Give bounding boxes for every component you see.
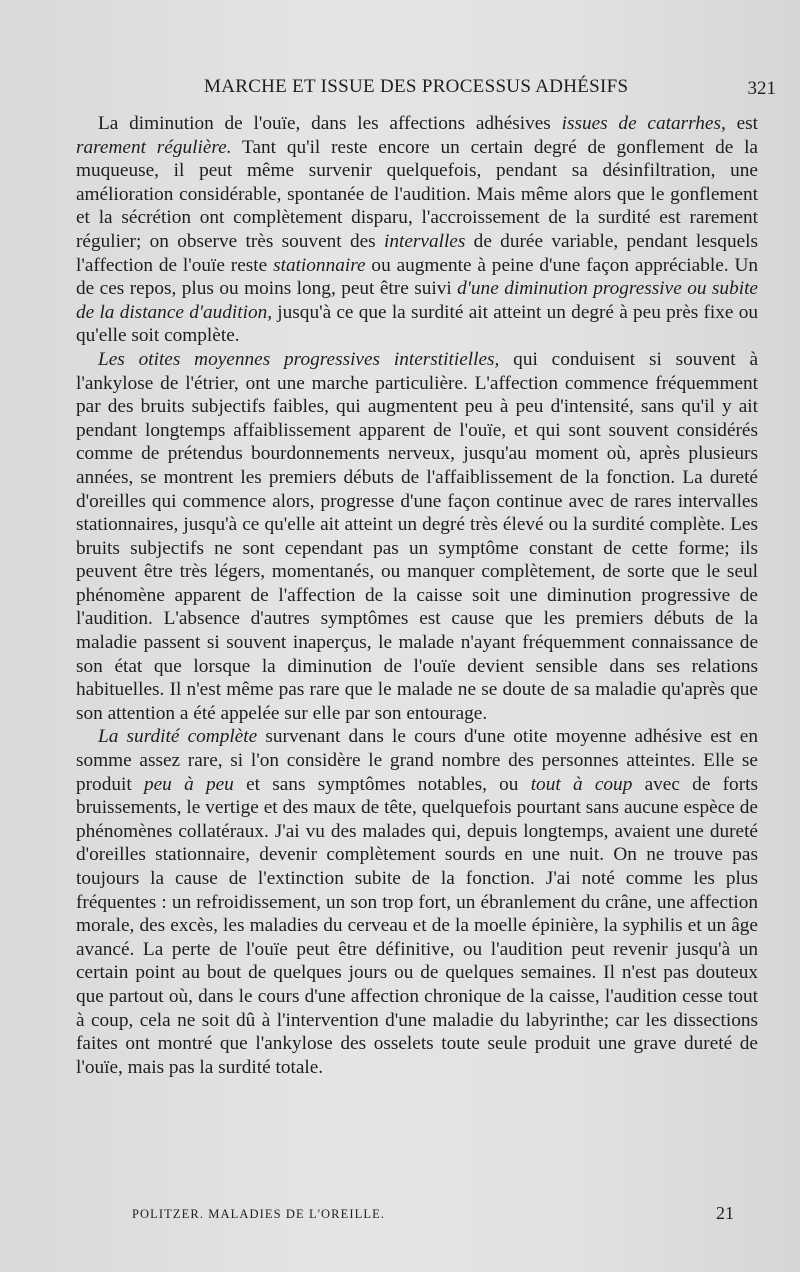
signature-mark: 21 [716, 1203, 734, 1223]
italic-phrase: tout à coup [530, 773, 633, 795]
text-run: de durée variable, pendant lesquels l'affection de l'ouïe reste [76, 230, 759, 276]
italic-phrase: issues de catarrhes, [561, 113, 726, 134]
paragraph [76, 112, 758, 348]
footer-book-line: POLITZER. MALADIES DE L'OREILLE. [132, 1207, 386, 1221]
paragraph [76, 725, 758, 1079]
text-run: qui conduisent si souvent à l'ankylose de l'étrier, ont une marche particulière. L'affection commence fréquemment par des bruits subjectifs faibles, qui augmentent peu à peu d'intensité, sans qu'il y ait pendant longtemps affaiblissement apparent de l'ouïe, et qui sont souvent considérés comme de prétendus bourdonnements nerveux, jusqu'au moment où, après plusieurs années, se montrent les premiers débuts de l'affaiblissement de la fonction. La dureté d'oreilles qui commence alors, progresse d'une façon continue avec de rares intervalles stationnaires, jusqu'à ce qu'elle ait atteint un degré très élevé ou la surdité complète. Les bruits subjectifs ne sont cependant pas un symptôme constant de cette forme; ils peuvent être très légers, momentanés, ou manquer complètement, de sorte que le seul phénomène apparent de l'affection de la caisse soit une diminution progressive de l'audition. L'absence d'autres symptômes est cause que les premiers débuts de la maladie passent si souvent inaperçus, le malade n'ayant fréquemment connaissance de son état que lorsque la diminution de l'ouïe devient sensible dans ses relations habituelles. Il n'est même pas rare que le malade ne se doute de sa maladie qu'après que son attention a été appelée sur elle par son entourage. [76, 348, 758, 724]
italic-phrase: peu à peu [143, 773, 234, 795]
running-head [76, 74, 776, 100]
text-run: est [725, 113, 758, 134]
text-run: ou augmente à peine d'une façon appréciable. Un de ces repos, plus ou moins long, peut être suivi [76, 254, 759, 300]
text-run: La diminution de l'ouïe, dans les affections adhésives [98, 113, 562, 134]
page-number: 321 [747, 78, 776, 99]
italic-phrase: rarement régulière. [76, 136, 232, 158]
italic-phrase: d'une diminution progressive ou subite de la distance d'audition, [76, 278, 758, 323]
text-run: survenant dans le cours d'une otite moyenne adhésive est en somme assez rare, si l'on considère le grand nombre des personnes atteintes. Elle se produit [76, 726, 759, 795]
text-run: jusqu'à ce que la surdité ait atteint un degré à peu près fixe ou qu'elle soit complète. [76, 301, 758, 347]
italic-phrase: Les otites moyennes progressives interstitielles, [98, 348, 500, 370]
italic-phrase: stationnaire [273, 254, 366, 276]
page-footer [76, 1203, 758, 1227]
body-text [76, 112, 758, 1079]
italic-phrase: La surdité complète [98, 726, 258, 748]
text-run: et sans symptômes notables, ou [233, 773, 531, 795]
text-run: Tant qu'il reste encore un certain degré de gonflement de la muqueuse, il peut même survenir quelquefois, pendant sa désinfiltration, une amélioration considérable, spontanée de l'audition. Mais même alors que le gonflement et la sécrétion ont complètement disparu, l'accroissement de la surdité est rarement régulier; on observe très souvent des [76, 136, 758, 252]
paragraph [76, 348, 758, 726]
text-run: avec de forts bruissements, le vertige et des maux de tête, quelquefois pourtant sans aucune espèce de phénomènes collatéraux. J'ai vu des malades qui, depuis longtemps, avaient une dureté d'oreilles stationnaire, devenir complètement sourds en une nuit. On ne trouve pas toujours la cause de l'extinction subite de la fonction. J'ai noté comme les plus fréquentes : un refroidissement, un son trop fort, un ébranlement du crâne, une affection morale, des excès, les maladies du cerveau et de la moelle épinière, la syphilis et un âge avancé. La perte de l'ouïe peut être définitive, ou l'audition peut revenir jusqu'à un certain point au bout de quelques jours ou de quelques semaines. Il n'est pas douteux que partout où, dans le cours d'une affection chronique de la caisse, l'audition cesse tout à coup, cela ne soit dû à l'intervention d'une maladie du labyrinthe; car les dissections faites ont montré que l'ankylose des osselets toute seule produit une grave dureté de l'ouïe, mais pas la surdité totale. [76, 773, 758, 1078]
italic-phrase: intervalles [383, 230, 466, 252]
running-title: MARCHE ET ISSUE DES PROCESSUS ADHÉSIFS [204, 76, 629, 97]
